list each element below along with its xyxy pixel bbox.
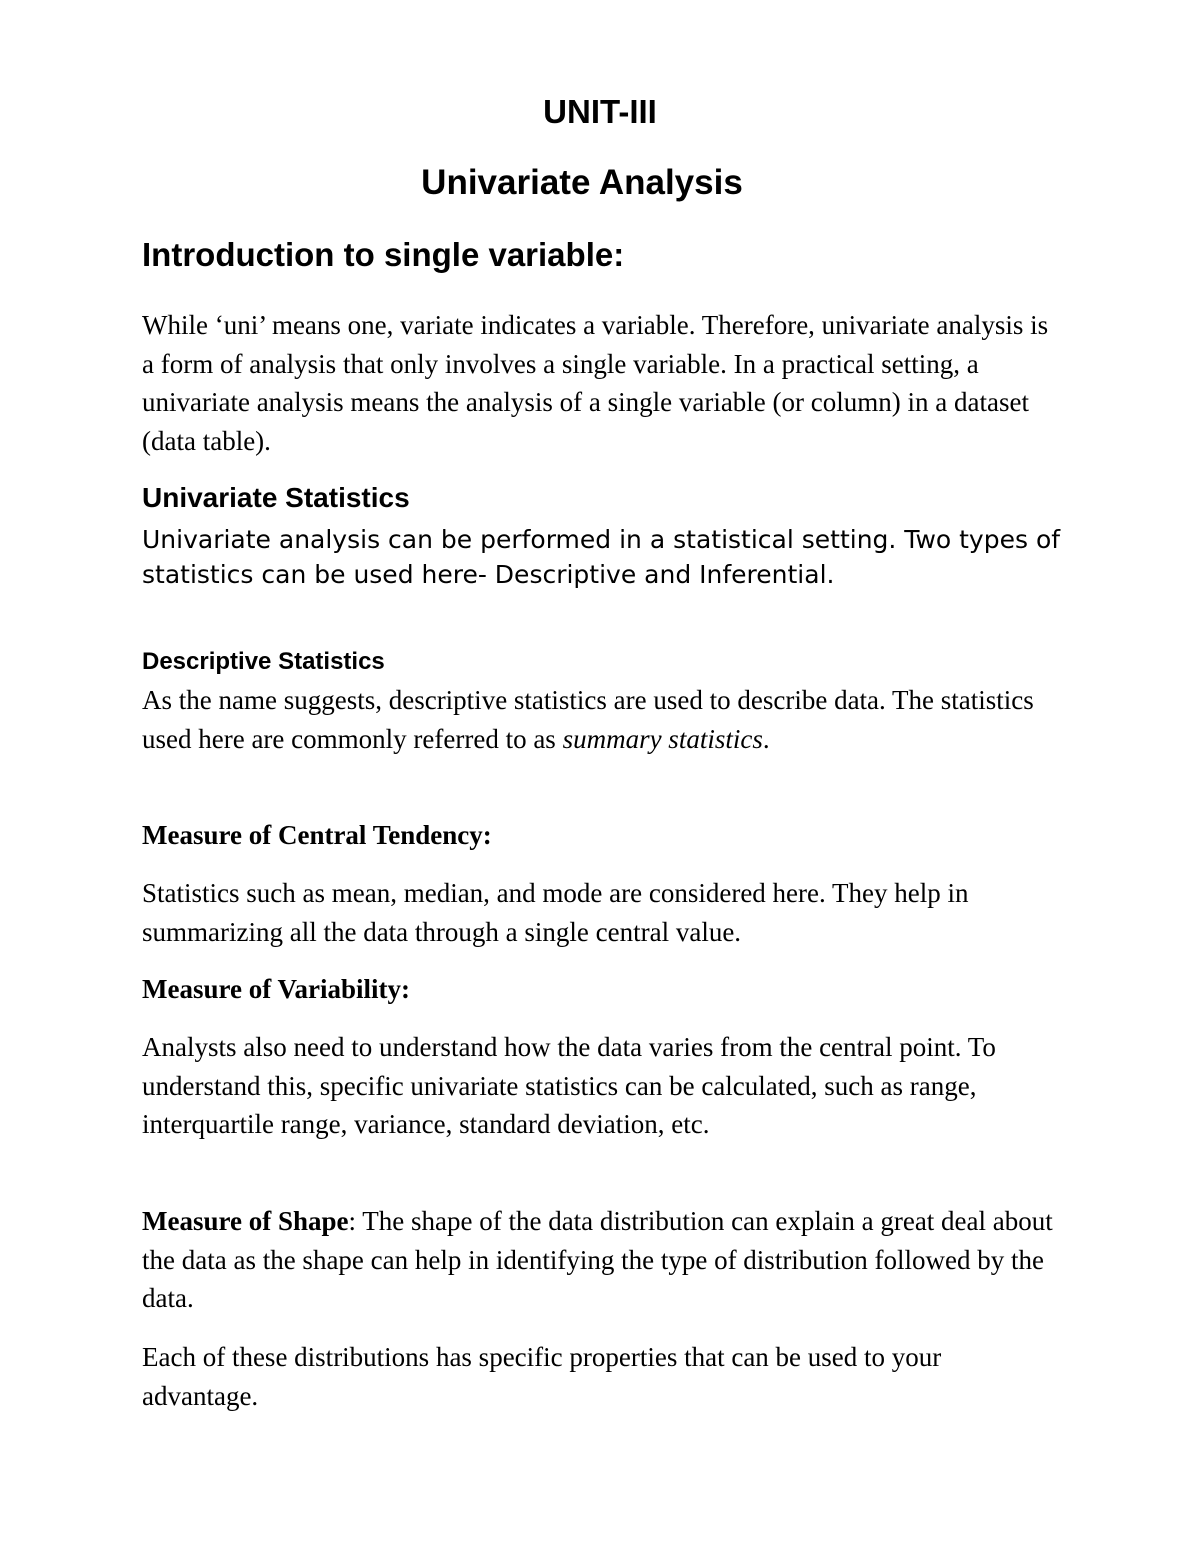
univariate-statistics-paragraph: Univariate analysis can be performed in a statistical setting. Two types of statistics can be used here- Descriptive and Inferential.: [142, 525, 1061, 589]
summary-statistics-term: summary statistics: [562, 723, 763, 754]
unit-title: UNIT-III: [543, 93, 657, 130]
descriptive-statistics-text: As the name suggests, descriptive statistics are used to describe data. The statistics used here are commonly referred to as: [142, 685, 1034, 754]
descriptive-statistics-end: .: [762, 723, 770, 754]
shape-label: Measure of Shape: [142, 1206, 349, 1236]
variability-heading: Measure of Variability:: [142, 974, 410, 1004]
descriptive-statistics-heading: Descriptive Statistics: [142, 648, 385, 675]
univariate-statistics-heading: Univariate Statistics: [142, 482, 410, 513]
descriptive-statistics-paragraph: [142, 681, 1062, 758]
intro-heading: Introduction to single variable:: [142, 236, 625, 273]
intro-paragraph: While ‘uni’ means one, variate indicates a variable. Therefore, univariate analysis is a form of analysis that only involves a single variable. In a practical setting, a univariate analysis means the analysis of a single variable (or column) in a dataset (data table).: [142, 310, 1049, 456]
variability-paragraph: Analysts also need to understand how the data varies from the central point. To understand this, specific univariate statistics can be calculated, such as range, interquartile range, variance, standard deviation, etc.: [142, 1032, 996, 1139]
closing-paragraph: Each of these distributions has specific properties that can be used to your advantage.: [142, 1342, 942, 1411]
central-tendency-paragraph: Statistics such as mean, median, and mode are considered here. They help in summarizing all the data through a single central value.: [142, 878, 969, 947]
shape-text: : The shape of the data distribution can explain a great deal about the data as the shape can help in identifying the type of distribution followed by the data.: [142, 1206, 1053, 1313]
shape-paragraph: [142, 1202, 1062, 1318]
main-title: Univariate Analysis: [421, 163, 743, 202]
central-tendency-heading: Measure of Central Tendency:: [142, 820, 492, 850]
